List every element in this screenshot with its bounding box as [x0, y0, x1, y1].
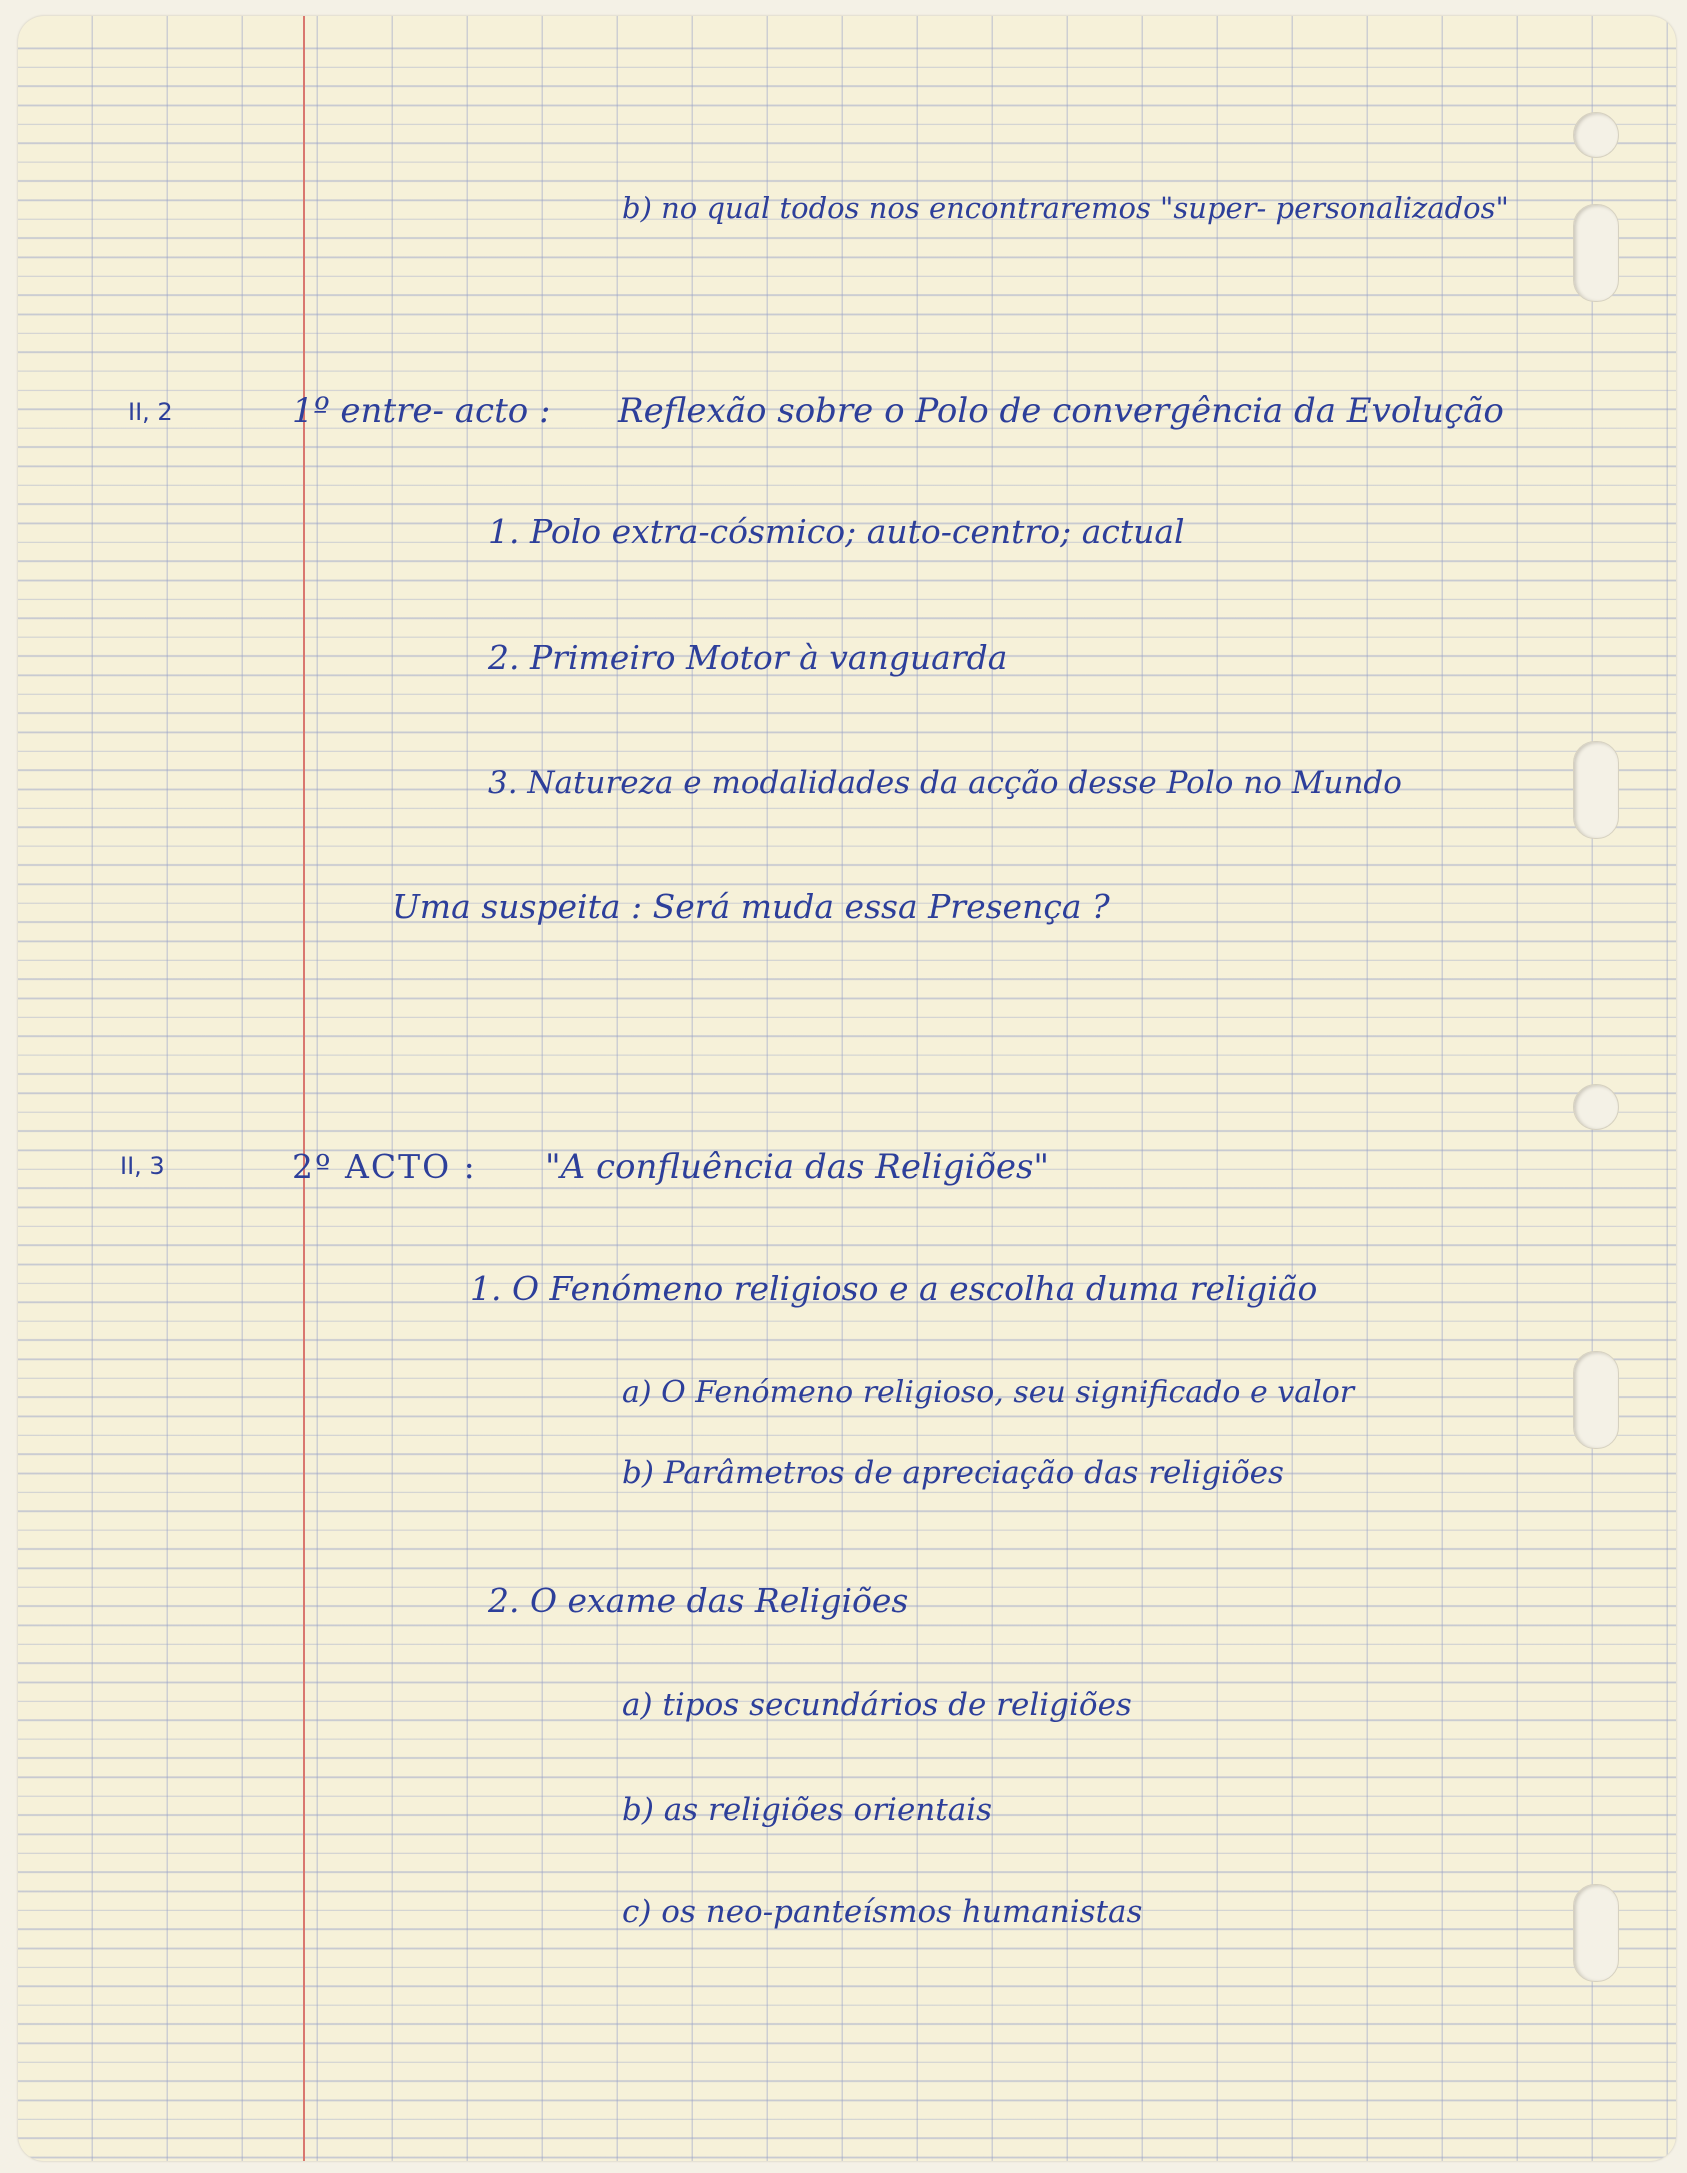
section-heading-label: 2º ACTO :: [292, 1147, 477, 1186]
sub-item: a) O Fenómeno religioso, seu significado e valor: [622, 1375, 1355, 1410]
list-item: 3. Natureza e modalidades da acção desse Polo no Mundo: [488, 765, 1402, 801]
sub-item: b) as religiões orientais: [622, 1792, 993, 1828]
binder-hole: [1573, 1884, 1619, 1982]
section-number: II, 3: [120, 1152, 165, 1180]
binder-hole: [1573, 741, 1619, 839]
part-title: 2. O exame das Religiões: [488, 1581, 909, 1620]
binder-hole: [1573, 1084, 1619, 1130]
list-item: 1. Polo extra-cósmico; auto-centro; actual: [488, 512, 1185, 551]
binder-hole: [1573, 112, 1619, 158]
section-heading-title: "A confluência das Religiões": [545, 1147, 1050, 1187]
sub-item: c) os neo-panteísmos humanistas: [622, 1894, 1143, 1930]
sub-item: a) tipos secundários de religiões: [622, 1687, 1132, 1723]
question-line: Uma suspeita : Será muda essa Presença ?: [392, 887, 1110, 926]
continuation-line: b) no qual todos nos encontraremos "super- personalizados": [622, 191, 1509, 225]
sub-item: b) Parâmetros de apreciação das religiões: [622, 1455, 1284, 1491]
part-title: 1. O Fenómeno religioso e a escolha duma religião: [470, 1269, 1318, 1308]
notebook-page: [18, 16, 1676, 2161]
section-heading-label: 1º entre- acto :: [292, 391, 551, 431]
list-item: 2. Primeiro Motor à vanguarda: [488, 638, 1008, 677]
binder-hole: [1573, 1351, 1619, 1449]
binder-hole: [1573, 204, 1619, 302]
section-number: II, 2: [128, 398, 173, 426]
section-heading-title: Reflexão sobre o Polo de convergência da Evolução: [618, 391, 1504, 431]
